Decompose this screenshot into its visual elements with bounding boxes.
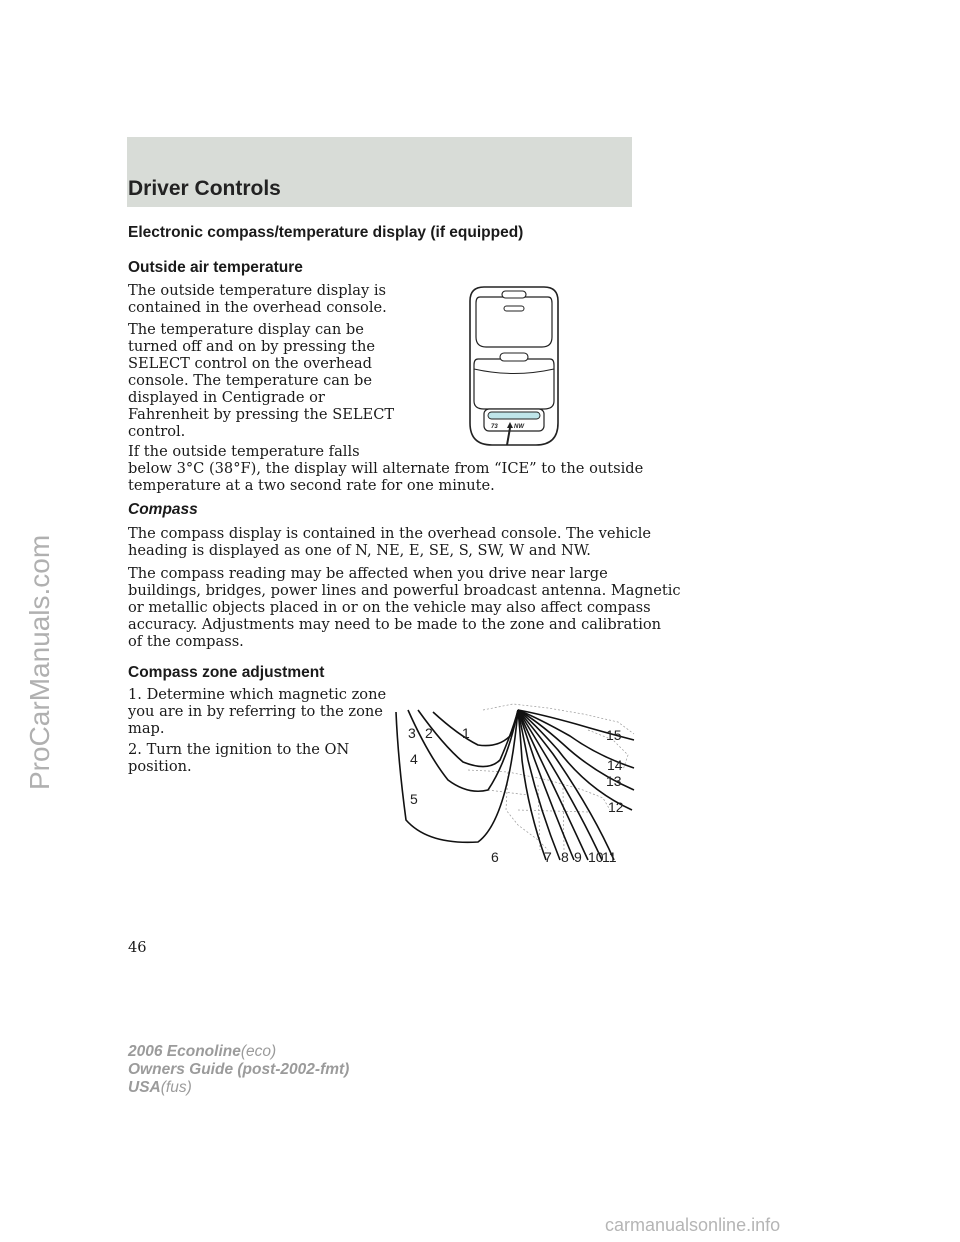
zone-label-12: 12 bbox=[608, 799, 624, 815]
outside-air-paragraph-1: The outside temperature display is contained in the overhead console. bbox=[128, 282, 387, 316]
compass-heading: Compass bbox=[128, 501, 198, 518]
zone-label-2: 2 bbox=[425, 725, 433, 741]
main-heading: Electronic compass/temperature display (if equipped) bbox=[128, 224, 524, 241]
zone-label-5: 5 bbox=[410, 791, 418, 807]
zone-label-7: 7 bbox=[544, 849, 552, 865]
zone-step-2: 2. Turn the ignition to the ON position. bbox=[128, 741, 350, 775]
zone-label-14: 14 bbox=[607, 757, 623, 773]
zone-label-8: 8 bbox=[561, 849, 569, 865]
zone-step-1: 1. Determine which magnetic zone you are in by referring to the zone map. bbox=[128, 686, 387, 737]
zone-label-13: 13 bbox=[606, 773, 622, 789]
zone-label-9: 9 bbox=[574, 849, 582, 865]
compass-zone-map bbox=[388, 700, 638, 868]
zone-label-10: 10 bbox=[588, 849, 604, 865]
console-heading-readout: NW bbox=[514, 424, 524, 430]
zone-boundary-line bbox=[518, 710, 588, 860]
outside-air-paragraph-2: The temperature display can be turned off and on by pressing the SELECT control on the overhead console. The temperature can be displayed in Centigrade or Fahrenheit by pressing the SELECT control. bbox=[128, 321, 395, 440]
zone-label-11: 11 bbox=[602, 849, 617, 865]
compass-paragraph-1: The compass display is contained in the overhead console. The vehicle heading is displayed as one of N, NE, E, SE, S, SW, W and NW. bbox=[128, 525, 652, 559]
zone-boundary-line bbox=[408, 710, 518, 791]
zone-boundary-line bbox=[518, 710, 602, 860]
zone-label-3: 3 bbox=[408, 725, 416, 741]
zone-label-4: 4 bbox=[410, 751, 418, 767]
overhead-console-illustration bbox=[466, 283, 562, 451]
section-title: Driver Controls bbox=[128, 177, 281, 200]
outside-air-heading: Outside air temperature bbox=[128, 259, 303, 276]
watermark-procarmanuals: ProCarManuals.com bbox=[24, 534, 55, 790]
outside-air-paragraph-3: If the outside temperature falls below 3°C (38°F), the display will alternate from “ICE” to the outside temperature at a two second rate for one minute. bbox=[128, 443, 644, 494]
footer-document-info: 2006 Econoline(eco) Owners Guide (post-2002-fmt) USA(fus) bbox=[128, 1043, 350, 1096]
zone-boundary-line bbox=[433, 710, 518, 746]
console-temp-readout: 73 bbox=[491, 424, 498, 430]
watermark-carmanualsonline: carmanualsonline.info bbox=[605, 1215, 781, 1235]
page-number: 46 bbox=[128, 939, 147, 956]
zone-label-6: 6 bbox=[491, 849, 499, 865]
zone-label-1: 1 bbox=[462, 725, 470, 741]
zone-label-15: 15 bbox=[606, 727, 622, 743]
compass-paragraph-2: The compass reading may be affected when you drive near large buildings, bridges, power lines and powerful broadcast antenna. Magnetic or metallic objects placed in or on the vehicle may also affect compass accuracy. Adjustments may need to be made to the zone and calibration of the compass. bbox=[128, 565, 681, 650]
zone-adjustment-heading: Compass zone adjustment bbox=[128, 664, 325, 681]
